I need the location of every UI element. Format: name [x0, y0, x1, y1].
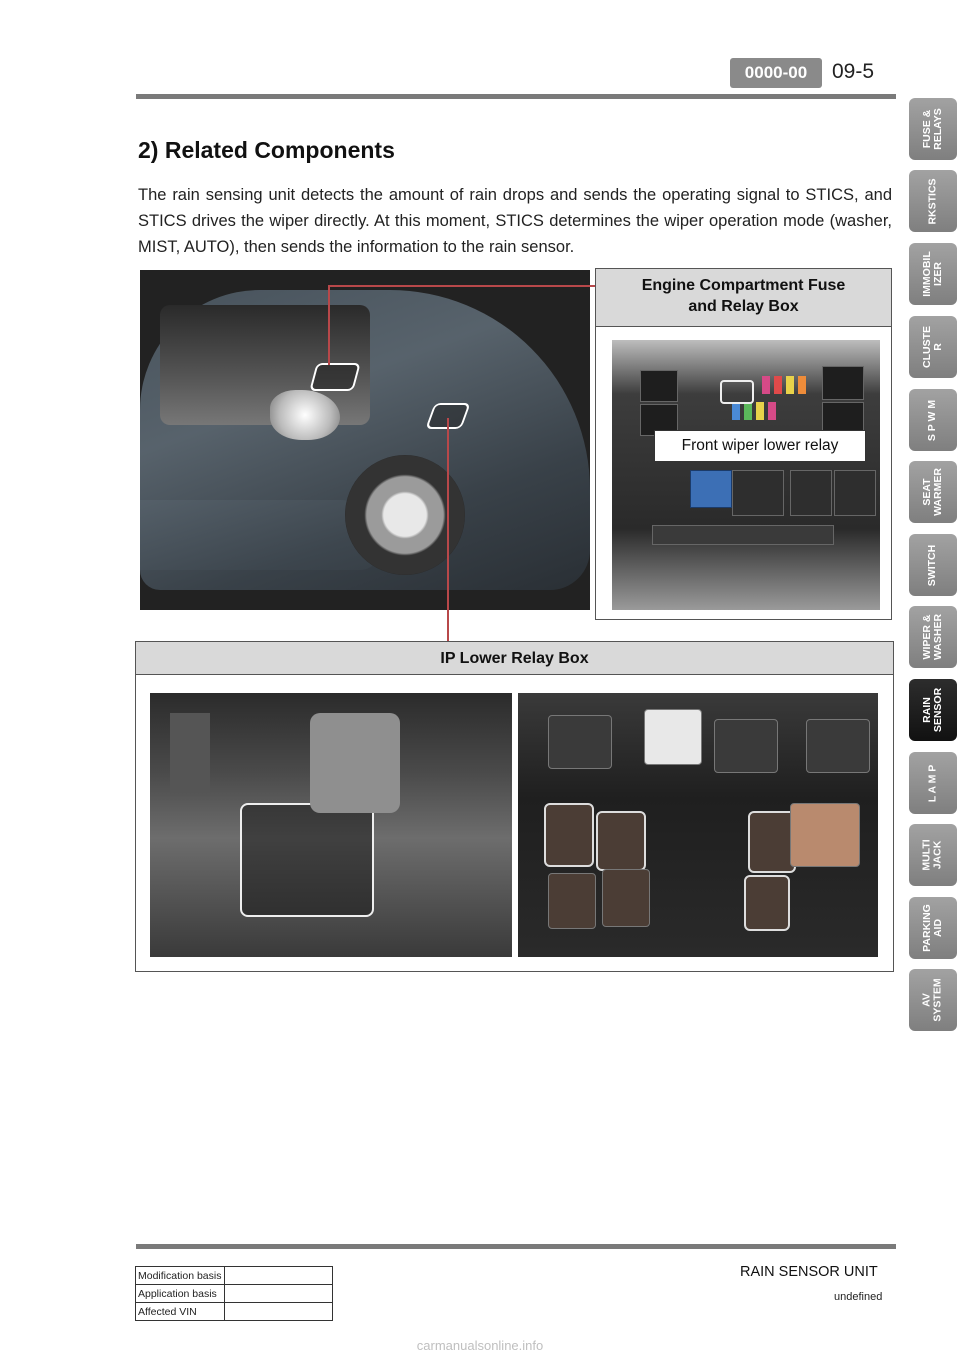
- tab-switch[interactable]: SWITCH: [909, 534, 957, 596]
- ip-box-title: IP Lower Relay Box: [136, 642, 893, 675]
- headlight-shape: [270, 390, 340, 440]
- fuse-row-shape: [652, 525, 834, 545]
- tab-fuse-relays[interactable]: FUSE & RELAYS: [909, 98, 957, 160]
- table-row: [136, 1303, 333, 1321]
- tab-immobilizer[interactable]: IMMOBIL IZER: [909, 243, 957, 305]
- page-number: 09-5: [832, 60, 875, 83]
- fuse-shape: [762, 376, 770, 394]
- ip-box-location-marker: [240, 803, 374, 917]
- section-code-badge: 0000-00: [730, 58, 822, 88]
- table-row: [136, 1267, 333, 1285]
- relay-shape: [714, 719, 778, 773]
- watermark-text: carmanualsonline.info: [416, 1338, 544, 1353]
- fuse-shape: [756, 402, 764, 420]
- relay-socket-shape: [834, 470, 876, 516]
- highlighted-relay-shape: [748, 811, 796, 873]
- tab-multi-jack[interactable]: MULTI JACK: [909, 824, 957, 886]
- highlighted-relay-shape: [544, 803, 594, 867]
- tan-relay-shape: [790, 803, 860, 867]
- ip-relay-box-photo: [518, 693, 878, 957]
- relay-shape: [806, 719, 870, 773]
- relay-shape: [640, 370, 678, 402]
- tab-av-system[interactable]: AV SYSTEM: [909, 969, 957, 1031]
- fuse-box-title-line2: and Relay Box: [688, 298, 799, 315]
- car-photo: [140, 270, 590, 610]
- revision-label: Application basis: [136, 1285, 225, 1303]
- relay-socket-shape: [790, 470, 832, 516]
- revision-value: [225, 1267, 333, 1285]
- wiper-relay-marker: [720, 380, 754, 404]
- fuse-shape: [798, 376, 806, 394]
- blue-relay-shape: [690, 470, 732, 508]
- footer-subtitle: undefined: [834, 1291, 883, 1303]
- highlighted-relay-shape: [744, 875, 790, 931]
- fuse-shape: [768, 402, 776, 420]
- leader-line: [447, 418, 449, 642]
- revision-value: [225, 1303, 333, 1321]
- relay-shape: [548, 873, 596, 929]
- relay-shape: [644, 709, 702, 765]
- revision-label: Modification basis: [136, 1267, 225, 1285]
- relay-shape: [822, 366, 864, 400]
- footer-divider: [136, 1244, 896, 1249]
- tab-rkstics[interactable]: RKSTICS: [909, 170, 957, 232]
- revision-value: [225, 1285, 333, 1303]
- table-row: [136, 1285, 333, 1303]
- connector-shape: [170, 713, 210, 793]
- steering-column-shape: [310, 713, 400, 813]
- fuse-box-location-marker: [309, 363, 361, 391]
- revision-table: [135, 1266, 333, 1321]
- footer-chapter-title: RAIN SENSOR UNIT: [740, 1264, 878, 1280]
- header-divider: [136, 94, 896, 99]
- wiper-relay-label: Front wiper lower relay: [654, 430, 866, 462]
- tab-wiper-washer[interactable]: WIPER & WASHER: [909, 606, 957, 668]
- ip-box-location-photo: [150, 693, 512, 957]
- tab-spwm[interactable]: S P W M: [909, 389, 957, 451]
- leader-line: [328, 285, 330, 365]
- tab-cluster[interactable]: CLUSTE R: [909, 316, 957, 378]
- highlighted-relay-shape: [596, 811, 646, 871]
- tab-rain-sensor[interactable]: RAIN SENSOR: [909, 679, 957, 741]
- fuse-shape: [774, 376, 782, 394]
- relay-shape: [602, 869, 650, 927]
- tab-parking-aid[interactable]: PARKING AID: [909, 897, 957, 959]
- fuse-shape: [744, 402, 752, 420]
- intro-paragraph: The rain sensing unit detects the amount of rain drops and sends the operating signal to STICS, and STICS drives the wiper directly. At this moment, STICS determines the wiper operation mode (washer, MIST, AUTO), then sends the information to the rain sensor.: [138, 186, 892, 256]
- revision-label: Affected VIN: [136, 1303, 225, 1321]
- fuse-box-title: [596, 269, 891, 327]
- relay-socket-shape: [732, 470, 784, 516]
- section-title: 2) Related Components: [138, 137, 395, 163]
- fuse-shape: [786, 376, 794, 394]
- leader-line: [328, 285, 596, 287]
- fuse-box-title-line1: Engine Compartment Fuse: [641, 277, 846, 294]
- tab-seat-warmer[interactable]: SEAT WARMER: [909, 461, 957, 523]
- tab-lamp[interactable]: L A M P: [909, 752, 957, 814]
- relay-shape: [548, 715, 612, 769]
- fuse-shape: [732, 402, 740, 420]
